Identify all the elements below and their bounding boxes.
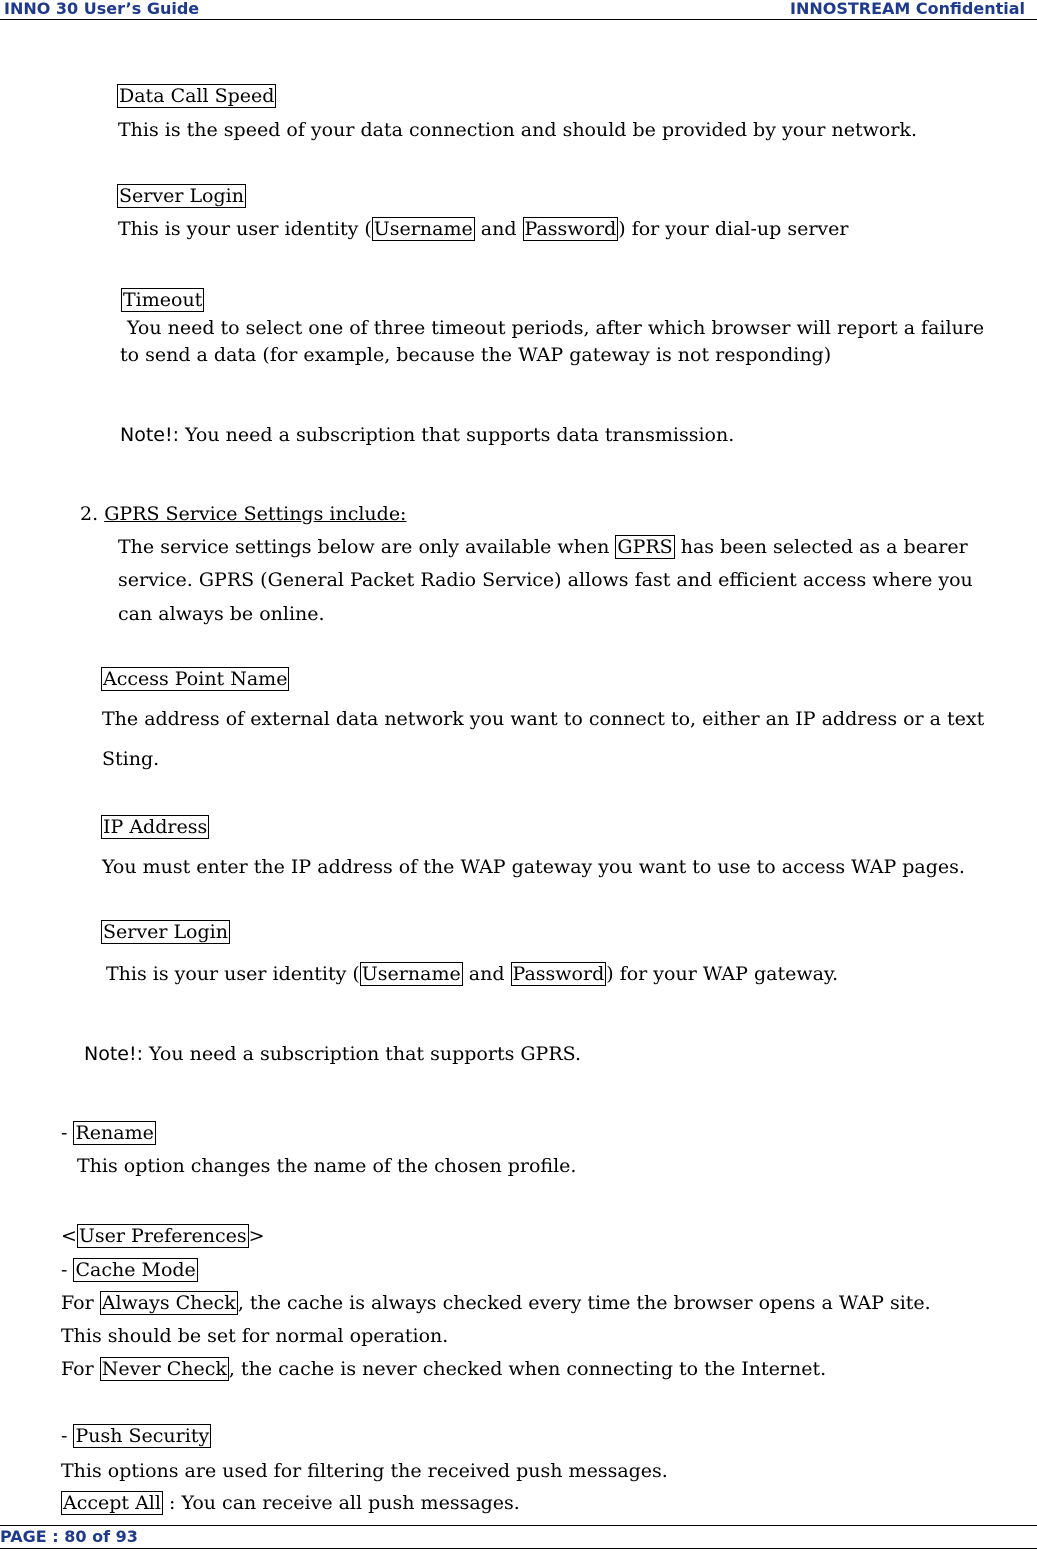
cache-mode-title: - Cache Mode	[61, 1259, 196, 1281]
footer-page-number: PAGE : 80 of 93	[0, 1527, 138, 1546]
gprs-desc-line2: service. GPRS (General Packet Radio Service) allows fast and efficient access where you	[118, 569, 973, 591]
data-call-speed-title: Data Call Speed	[119, 85, 275, 107]
timeout-desc-line2: to send a data (for example, because the WAP gateway is not responding)	[120, 344, 832, 366]
access-point-title: Access Point Name	[103, 668, 288, 690]
ip-address-title: IP Address	[103, 816, 208, 838]
rename-desc: This option changes the name of the chosen profile.	[77, 1155, 577, 1177]
header-guide-title: INNO 30 User’s Guide	[4, 0, 200, 18]
gprs-desc-line3: can always be online.	[118, 603, 325, 625]
footer-rule-top	[0, 1525, 1037, 1526]
ip-address-desc: You must enter the IP address of the WAP gateway you want to use to access WAP pages.	[102, 856, 965, 878]
note-data-transmission: Note!: You need a subscription that supports data transmission.	[120, 424, 735, 446]
data-call-speed-desc: This is the speed of your data connection and should be provided by your network.	[118, 119, 917, 141]
gprs-heading: 2. GPRS Service Settings include:	[80, 503, 407, 525]
footer-rule-bottom	[0, 1548, 1037, 1549]
cache-always-check: For Always Check , the cache is always checked every time the browser opens a WAP site.	[61, 1292, 931, 1314]
push-security-title: - Push Security	[61, 1425, 210, 1447]
user-preferences-title: < User Preferences >	[61, 1225, 265, 1247]
header-confidential: INNOSTREAM Confidential	[790, 0, 1025, 18]
access-point-desc-line1: The address of external data network you want to connect to, either an IP address or a text	[102, 708, 985, 730]
server-login-title: Server Login	[119, 185, 244, 207]
timeout-title: Timeout	[123, 289, 203, 311]
note-gprs: Note!: You need a subscription that supports GPRS.	[84, 1043, 582, 1065]
server-login-desc: This is your user identity ( Username and Password ) for your dial-up server	[118, 218, 849, 240]
push-security-desc: This options are used for filtering the received push messages.	[61, 1460, 668, 1482]
access-point-desc-line2: Sting.	[102, 748, 160, 770]
header-rule	[0, 19, 1037, 20]
cache-never-check: For Never Check , the cache is never checked when connecting to the Internet.	[61, 1358, 827, 1380]
push-accept-all: Accept All : You can receive all push messages.	[63, 1492, 520, 1514]
gprs-server-login-desc: This is your user identity ( Username and Password ) for your WAP gateway.	[106, 963, 839, 985]
cache-normal-operation: This should be set for normal operation.	[61, 1325, 449, 1347]
gprs-desc-line1: The service settings below are only available when GPRS has been selected as a bearer	[118, 536, 968, 558]
timeout-desc-line1: You need to select one of three timeout periods, after which browser will report a failure	[127, 317, 985, 339]
gprs-server-login-title: Server Login	[103, 921, 228, 943]
rename-title: - Rename	[61, 1122, 154, 1144]
